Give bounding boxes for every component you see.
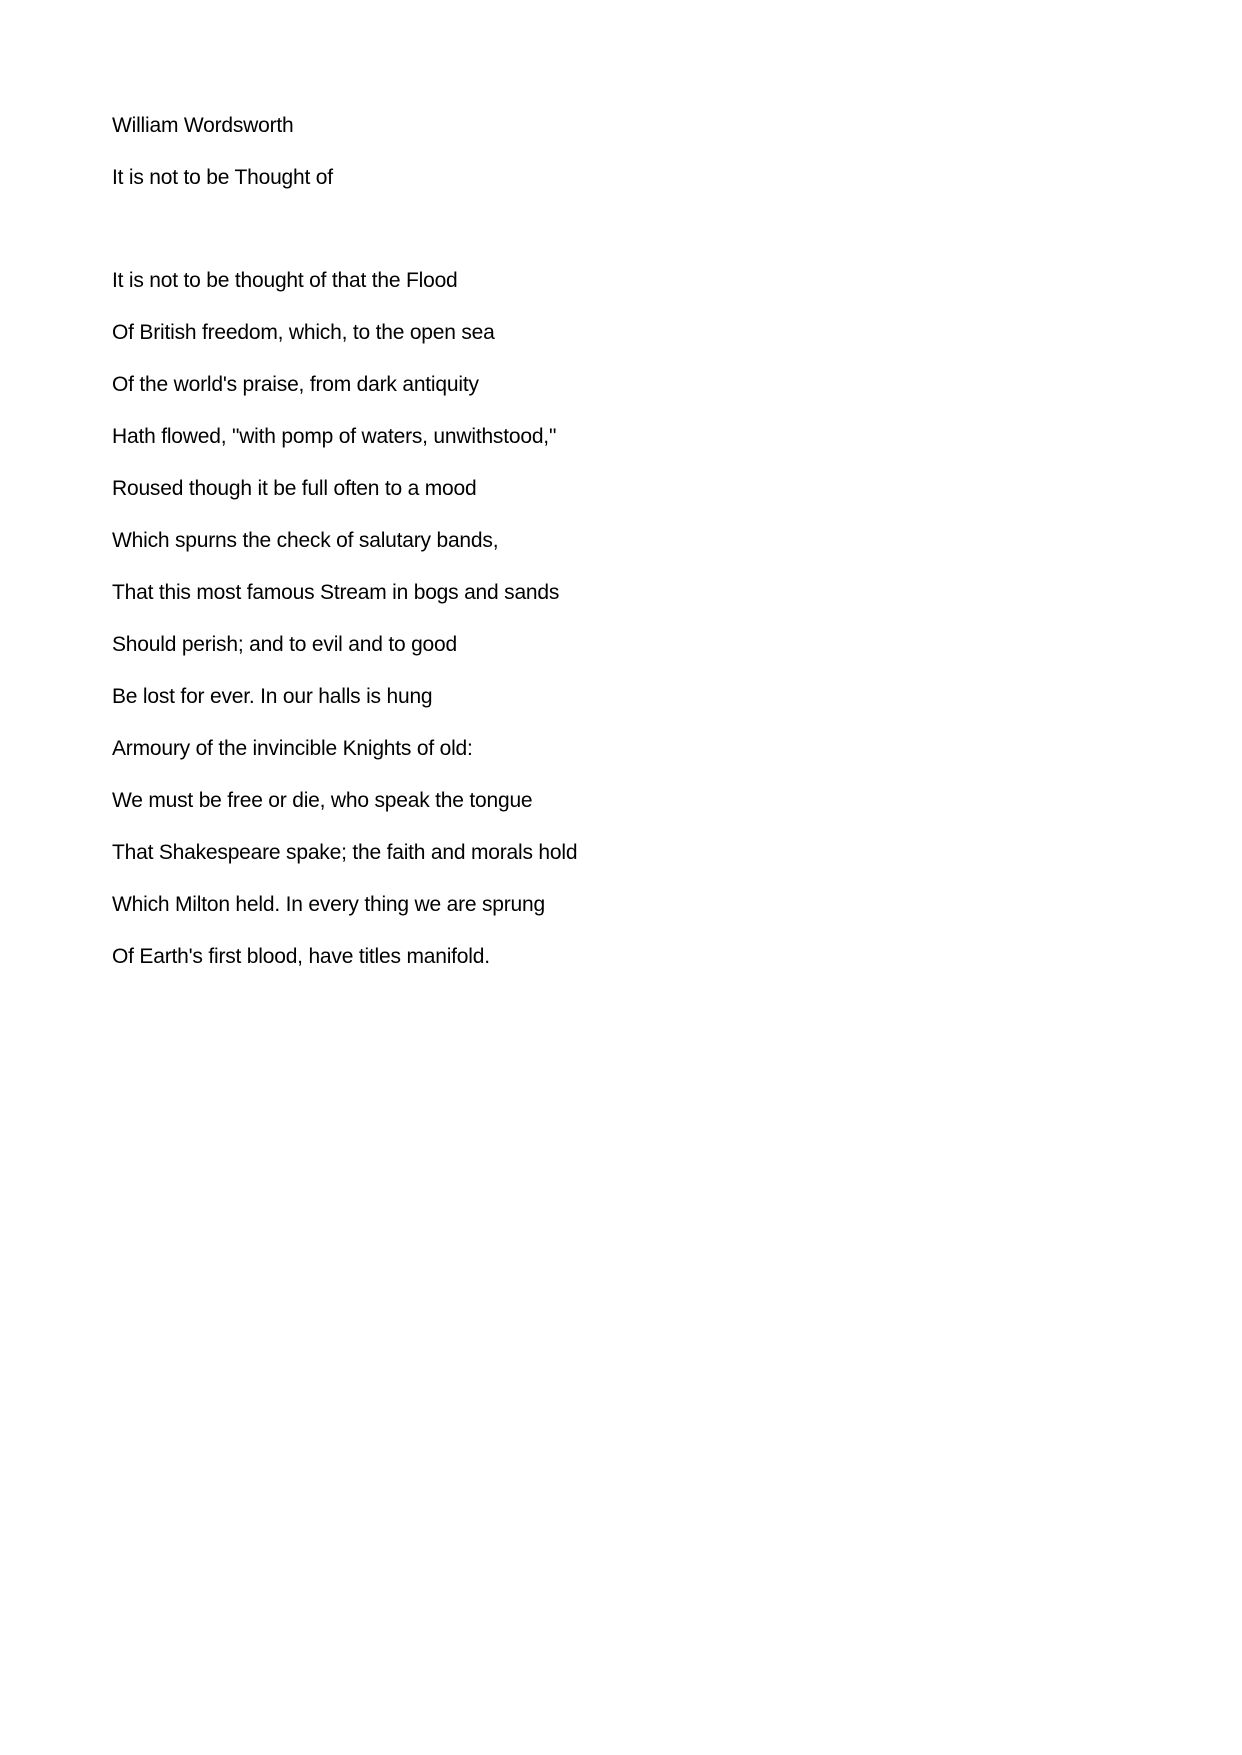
poem-line: Of British freedom, which, to the open sea bbox=[112, 321, 495, 344]
poem-line: Be lost for ever. In our halls is hung bbox=[112, 685, 433, 708]
poem-line: Hath flowed, "with pomp of waters, unwithstood," bbox=[112, 425, 557, 448]
poem-line: We must be free or die, who speak the tongue bbox=[112, 789, 533, 812]
poem-line: Which Milton held. In every thing we are sprung bbox=[112, 893, 545, 916]
poem-line: Of the world's praise, from dark antiquity bbox=[112, 373, 479, 396]
poem-line: Should perish; and to evil and to good bbox=[112, 633, 457, 656]
author-name: William Wordsworth bbox=[112, 114, 294, 137]
poem-line: Roused though it be full often to a mood bbox=[112, 477, 477, 500]
poem-line: Which spurns the check of salutary bands, bbox=[112, 529, 499, 552]
poem-line: Armoury of the invincible Knights of old: bbox=[112, 737, 473, 760]
poem-line: It is not to be thought of that the Flood bbox=[112, 269, 458, 292]
poem-line: That Shakespeare spake; the faith and morals hold bbox=[112, 841, 578, 864]
poem-line: Of Earth's first blood, have titles manifold. bbox=[112, 945, 490, 968]
poem-title: It is not to be Thought of bbox=[112, 166, 333, 189]
poem-line: That this most famous Stream in bogs and sands bbox=[112, 581, 560, 604]
